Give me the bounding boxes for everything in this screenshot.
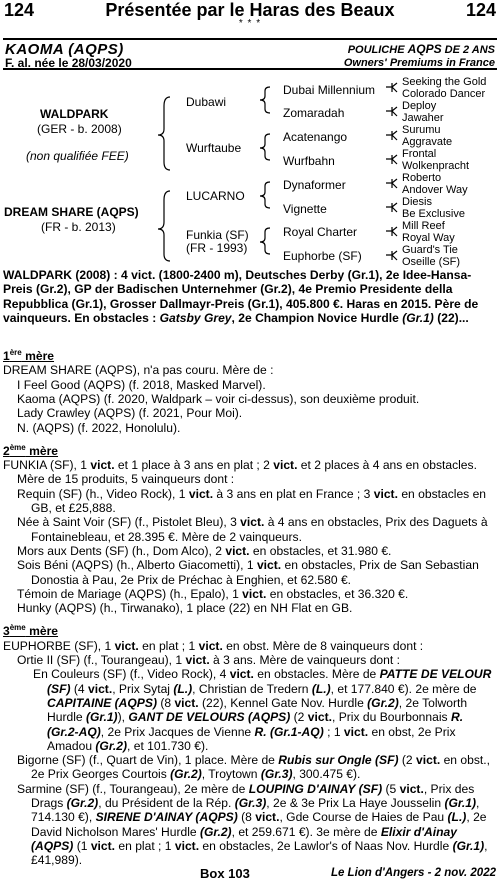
second-dam-title: 2ème mère	[3, 442, 59, 458]
g4-8: Wolkenpracht	[402, 160, 470, 172]
sire-summary: WALDPARK (2008) : 4 vict. (1800-2400 m), Deutsches Derby (Gr.1), 2e Idee-Hansa-Preis (Gr.2), GP der Badischen Unternehmer (Gr.2), 4e Premio Presidente della Repubblica (Gr.1), Grosser Dallmayr-Preis (Gr.1), 405.800 €. Haras en 2015. Père de vainqueurs. En obstacles : Gatsby Grey, 2e Champion Novice Hurdle (Gr.1) (22)...	[3, 268, 479, 325]
second-dam-line: FUNKIA (SF), 1 vict. et 1 place à 3 ans en plat ; 2 vict. et 2 places à 4 ans en obstacles. Mère de 15 produits, 5 vainqueurs dont :	[3, 458, 477, 487]
g3-1: Dubai Millennium	[283, 83, 376, 97]
offspring-bigorne: Bigorne (SF) (f., Quart de Vin), 1 place. Mère de Rubis sur Ongle (SF) (2 vict. en obst., 2e Prix Georges Courtois (Gr.2), Troytown (Gr.3), 300.475 €).	[17, 753, 490, 782]
first-dam-line: DREAM SHARE (AQPS), n'a pas couru. Mère de :	[3, 363, 274, 378]
lot-number-right: 124	[465, 0, 496, 20]
g4-10: Andover Way	[402, 184, 468, 196]
box-number: Box 103	[200, 866, 250, 881]
sire-note: (non qualifiée FEE)	[26, 149, 129, 163]
offspring-sarmine: Sarmine (SF) (f., Tourangeau), 2e mère de LOUPING D'AINAY (SF) (5 vict., Prix des Drags (Gr.2), du Président de la Rép. (Gr.3), 2e & 3e Prix La Haye Jousselin (Gr.1), 714.130 €), SIRENE D'AINAY (AQPS) (8 vict., Gde Course de Haies de Pau (L.), 2e David Nicholson Mares' Hurdle (Gr.2), et 259.671 €). 3e mère de Elixir d'Ainay (AQPS) (1 vict. en plat ; 1 vict. en obstacles, 2e Lawlor's of Naas Nov. Hurdle (Gr.1), £41,989).	[17, 781, 488, 868]
first-dam-title: 1ère mère	[3, 348, 55, 364]
g4-4: Jawaher	[402, 112, 444, 124]
g4-12: Be Exclusive	[402, 208, 465, 220]
grandsire-maternal: LUCARNO	[186, 189, 245, 203]
offspring-ortie-ii: Ortie II (SF) (f., Tourangeau), 1 vict. à 3 ans. Mère de vainqueurs dont :	[17, 653, 400, 668]
dam-name: DREAM SHARE (AQPS)	[4, 205, 139, 219]
offspring-mors-aux-dents: Mors aux Dents (SF) (h., Dom Alco), 2 vict. en obstacles, et 31.980 €.	[17, 543, 392, 558]
granddam-paternal: Wurftaube	[186, 141, 242, 155]
g4-11: Diesis	[402, 196, 432, 208]
g4-16: Oseille (SF)	[402, 256, 461, 268]
g3-2: Zomaradah	[283, 106, 345, 120]
sire-detail: (GER - b. 2008)	[37, 122, 122, 136]
page-header	[0, 0, 500, 29]
g4-2: Colorado Dancer	[402, 88, 486, 100]
g4-5: Surumu	[402, 124, 441, 136]
g4-9: Roberto	[402, 172, 442, 184]
horse-name: KAOMA (AQPS)	[5, 41, 124, 58]
produce-1: I Feel Good (AQPS) (f. 2018, Masked Marvel).	[17, 377, 266, 392]
offspring-en-couleurs: En Couleurs (SF) (f., Video Rock), 4 vict. en obstacles. Mère de PATTE DE VELOUR (SF) (4 vict., Prix Sytaj (L.), Christian de Tredern (L.), et 177.840 €). 2e mère de CAPITAINE (AQPS) (8 vict. (22), Kennel Gate Nov. Hurdle (Gr.2), 2e Tolworth Hurdle (Gr.1)), GANT DE VELOURS (AQPS) (2 vict., Prix du Bourbonnais R. (Gr.2-AQ), 2e Prix Jacques de Vienne R. (Gr.1-AQ) ; 1 vict. en obst, 2e Prix Amadou (Gr.2), et 101.730 €).	[33, 667, 492, 753]
g4-15: Guard's Tie	[402, 244, 458, 256]
granddam-maternal: Funkia (SF)	[186, 228, 249, 242]
sale-location-date: Le Lion d'Angers - 2 nov. 2022	[330, 867, 496, 879]
g3-5: Dynaformer	[283, 178, 346, 192]
produce-4: N. (AQPS) (f. 2022, Honolulu).	[17, 420, 181, 435]
lot-number-left: 124	[4, 0, 35, 20]
horse-info-bar	[3, 38, 497, 70]
offspring-temoin-de-mariage: Témoin de Mariage (AQPS) (h., Epalo), 1 vict. en obstacles, et 36.320 €.	[17, 586, 409, 601]
consignor-title: Présentée par le Haras des Beaux	[105, 0, 395, 20]
dam-detail: (FR - b. 2013)	[41, 220, 116, 234]
header-stars: * * *	[238, 18, 262, 29]
g3-3: Acatenango	[283, 130, 348, 144]
sire-name: WALDPARK	[40, 107, 109, 121]
offspring-requin: Requin (SF) (h., Video Rock), 1 vict. à 3 ans en plat en France ; 3 vict. en obstacles en GB, et £25,888.	[17, 486, 487, 516]
g3-4: Wurfbahn	[283, 154, 335, 168]
offspring-nee-a-saint-voir: Née à Saint Voir (SF) (f., Pistolet Bleu), 3 vict. à 4 ans en obstacles, Prix des Daguets à Fontainebleau, et 28.395 €. Mère de 2 vainqueurs.	[17, 515, 488, 544]
g3-7: Royal Charter	[283, 225, 358, 239]
g4-14: Royal Way	[402, 232, 455, 244]
horse-sex-age: POULICHE AQPS DE 2 ANS	[347, 42, 495, 56]
g4-3: Deploy	[402, 100, 437, 112]
offspring-sois-beni: Sois Béni (AQPS) (h., Alberto Giacometti), 1 vict. en obstacles, Prix de San Sebastian Donostia à Pau, 2e Prix de Préchac à Enghien, et 62.580 €.	[17, 558, 479, 587]
third-dam-title: 3ème mère	[3, 623, 59, 639]
g4-1: Seeking the Gold	[402, 76, 487, 88]
g3-6: Vignette	[283, 202, 327, 216]
produce-3: Lady Crawley (AQPS) (f. 2021, Pour Moi).	[17, 406, 243, 421]
dam-section	[3, 342, 496, 867]
horse-birth-date: F. al. née le 28/03/2020	[5, 56, 132, 70]
produce-2: Kaoma (AQPS) (f. 2020, Waldpark – voir ci-dessus), son deuxième produit.	[17, 391, 420, 406]
grandsire-paternal: Dubawi	[186, 95, 227, 109]
owners-premiums: Owners' Premiums in France	[343, 57, 495, 69]
page-footer	[0, 866, 500, 882]
granddam-maternal-detail: (FR - 1993)	[186, 241, 248, 255]
g4-6: Aggravate	[402, 136, 453, 148]
g3-8: Euphorbe (SF)	[283, 249, 362, 263]
g4-13: Mill Reef	[402, 220, 445, 232]
offspring-hunky: Hunky (AQPS) (h., Tirwanako), 1 place (22) en NH Flat en GB.	[17, 601, 353, 616]
g4-7: Frontal	[402, 148, 437, 160]
third-dam-line: EUPHORBE (SF), 1 vict. en plat ; 1 vict. en obst. Mère de 8 vainqueurs dont :	[3, 638, 424, 653]
pedigree-table	[0, 74, 500, 266]
